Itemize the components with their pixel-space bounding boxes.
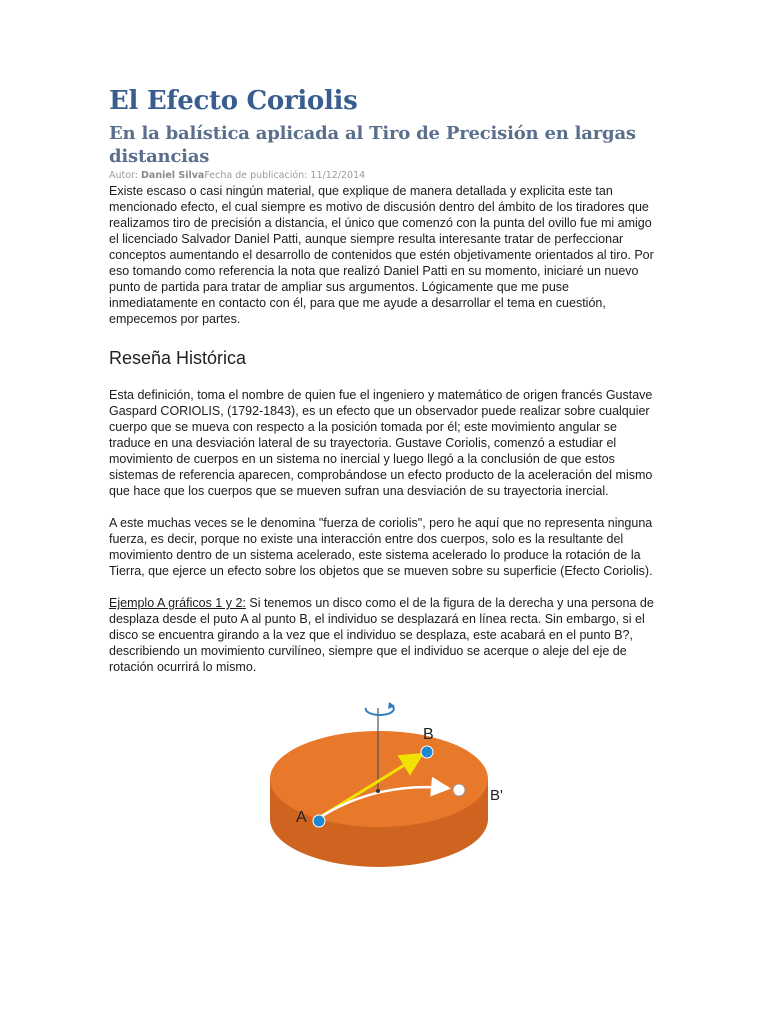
article-meta <box>109 169 661 182</box>
example-label: Ejemplo A gráficos 1 y 2: <box>109 596 246 610</box>
intro-paragraph: Existe escaso o casi ningún material, que explique de manera detallada y explicita este tan mencionado efecto, el cual siempre es motivo de discusión dentro del ámbito de los tiradores que realizamos tiro de precisión a distancia, el único que comenzó con la punta del ovillo fue mi amigo el licenciado Salvador Daniel Patti, aunque siempre resulta interesante tratar de perfeccionar conceptos aumentando el desarrollo de contenidos que estén objetivamente orientados al tiro. Por eso tomando como referencia la nota que realizó Daniel Patti en su momento, iniciaré un nuevo punto de partida para tratar de ampliar sus argumentos. Lógicamente que me puse inmediatamente en contacto con él, para que me ayude a desarrollar el tema en cuestión, empecemos por partes. <box>109 184 654 326</box>
page-subtitle: En la balística aplicada al Tiro de Precisión en largas distancias <box>109 123 636 167</box>
section-heading: Reseña Histórica <box>109 348 247 368</box>
page-title: El Efecto Coriolis <box>109 86 358 116</box>
point-b <box>421 746 433 758</box>
coriolis-disc-figure <box>268 694 508 894</box>
author-label: Autor: <box>109 170 142 181</box>
publication-date: Fecha de publicación: 11/12/2014 <box>204 170 366 181</box>
point-b-prime <box>453 784 465 796</box>
point-a <box>313 815 325 827</box>
article <box>109 84 661 675</box>
author-name[interactable]: Daniel Silva <box>141 170 205 181</box>
label-b-prime: B' <box>490 787 503 804</box>
label-a: A <box>296 809 307 826</box>
label-b: B <box>423 726 434 743</box>
example-paragraph <box>109 595 661 675</box>
force-paragraph: A este muchas veces se le denomina "fuerza de coriolis", pero he aquí que no representa ninguna fuerza, es decir, porque no existe una interacción entre dos cuerpos, solo es la resultante del movimiento dentro de un sistema acelerado, este sistema acelerado lo produce la rotación de la Tierra, que ejerce un efecto sobre los objetos que se mueven sobre su superficie (Efecto Coriolis). <box>109 516 653 578</box>
example-text: Si tenemos un disco como el de la figura de la derecha y una persona de desplaza desde el puto A al punto B, el individuo se desplazará en línea recta. Sin embargo, si el disco se encuentra girando a la vez que el individuo se desplaza, este acabará en el punto B?, describiendo un movimiento curvilíneo, siempre que el individuo se acerque o aleje del eje de rotación ocurrirá lo mismo. <box>109 596 654 674</box>
history-paragraph: Esta definición, toma el nombre de quien fue el ingeniero y matemático de origen francés Gustave Gaspard CORIOLIS, (1792-1843), es un efecto que un observador puede realizar sobre cualquier cuerpo que se mueva con respecto a la posición tomada por él; este movimiento angular se traduce en una desviación lateral de su trayectoria. Gustave Coriolis, comenzó a estudiar el movimiento de cuerpos en un sistema no inercial y luego llegó a la conclusión de que estos sistemas de referencia aparecen, comprobándose un efecto producto de la aceleración del mismo que hace que los cuerpos que se mueven sufran una desviación de su trayectoria inercial. <box>109 388 653 498</box>
